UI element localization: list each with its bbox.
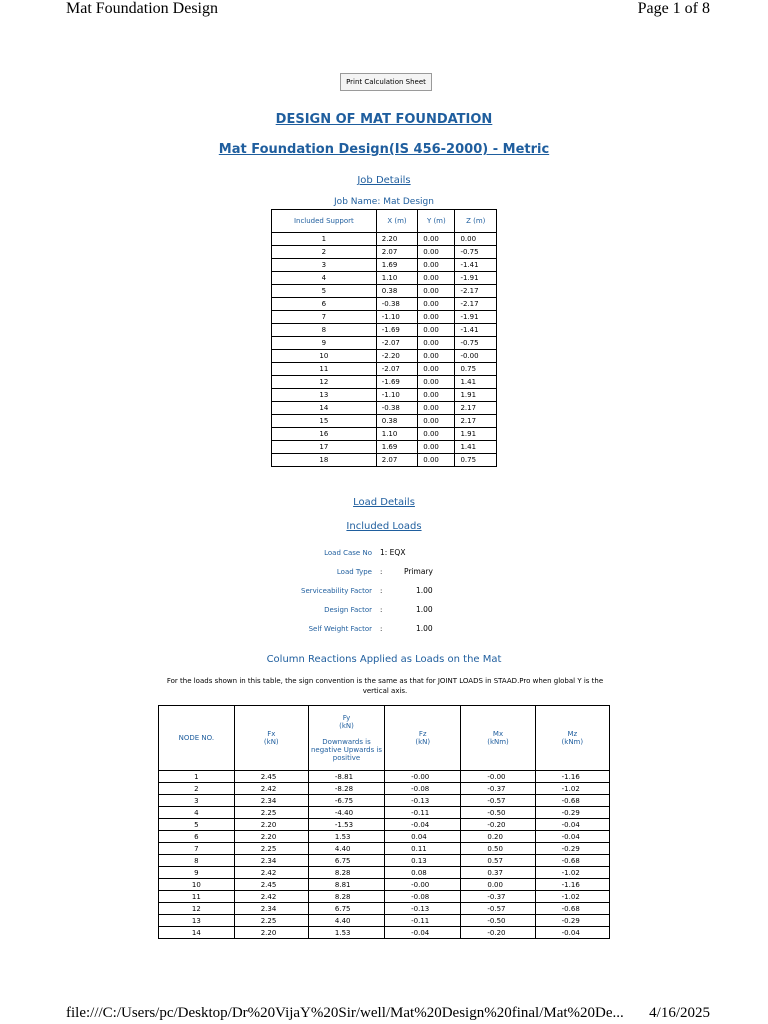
support-no-cell: 18 — [272, 454, 377, 467]
node-cell: 11 — [159, 891, 235, 903]
x-cell: -2.07 — [376, 337, 418, 350]
reactions-table-header — [159, 706, 610, 771]
fy-cell: 6.75 — [308, 903, 384, 915]
support-no-cell: 8 — [272, 324, 377, 337]
support-no-cell: 17 — [272, 441, 377, 454]
y-cell: 0.00 — [418, 389, 455, 402]
mz-cell: -1.02 — [535, 783, 609, 795]
reactions-row — [159, 843, 610, 855]
mx-cell: -0.00 — [461, 771, 535, 783]
node-cell: 8 — [159, 855, 235, 867]
mz-cell: -1.02 — [535, 867, 609, 879]
node-cell: 12 — [159, 903, 235, 915]
z-cell: -0.00 — [455, 350, 497, 363]
support-no-cell: 3 — [272, 259, 377, 272]
job-name: Job Name: Mat Design — [334, 197, 434, 207]
mx-cell: -0.37 — [461, 891, 535, 903]
mx-cell: -0.57 — [461, 903, 535, 915]
node-cell: 2 — [159, 783, 235, 795]
fx-cell: 2.45 — [234, 879, 308, 891]
load-type-colon: : — [380, 568, 383, 576]
supports-row — [272, 350, 497, 363]
supports-row — [272, 389, 497, 402]
fz-cell: 0.11 — [385, 843, 461, 855]
mx-cell: -0.20 — [461, 819, 535, 831]
reactions-heading: Column Reactions Applied as Loads on the Mat — [266, 654, 502, 665]
node-cell: 14 — [159, 927, 235, 939]
col-header-x: X (m) — [376, 210, 418, 233]
mx-cell: -0.50 — [461, 807, 535, 819]
support-no-cell: 6 — [272, 298, 377, 311]
supports-row — [272, 337, 497, 350]
supports-row — [272, 272, 497, 285]
load-case-value: 1: EQX — [380, 548, 406, 557]
print-date: 4/16/2025 — [649, 1005, 710, 1021]
y-cell: 0.00 — [418, 246, 455, 259]
x-cell: 2.07 — [376, 246, 418, 259]
design-factor-colon: : — [380, 606, 383, 614]
fz-cell: -0.08 — [385, 891, 461, 903]
x-cell: 1.10 — [376, 428, 418, 441]
mz-cell: -0.04 — [535, 927, 609, 939]
z-cell: 2.17 — [455, 415, 497, 428]
serviceability-colon: : — [380, 587, 383, 595]
supports-row — [272, 233, 497, 246]
load-type-value: Primary — [404, 567, 433, 576]
mx-cell: 0.50 — [461, 843, 535, 855]
document-subtitle: Mat Foundation Design(IS 456-2000) - Metric — [218, 142, 550, 157]
fy-cell: 1.53 — [308, 927, 384, 939]
supports-row — [272, 285, 497, 298]
z-cell: -2.17 — [455, 298, 497, 311]
support-no-cell: 4 — [272, 272, 377, 285]
supports-row — [272, 363, 497, 376]
col-header-y: Y (m) — [418, 210, 455, 233]
mz-cell: -0.04 — [535, 831, 609, 843]
mx-cell: 0.57 — [461, 855, 535, 867]
print-calculation-sheet-button[interactable]: Print Calculation Sheet — [340, 73, 432, 91]
y-cell: 0.00 — [418, 428, 455, 441]
col-header-node: NODE NO. — [159, 706, 235, 771]
supports-row — [272, 298, 497, 311]
support-no-cell: 2 — [272, 246, 377, 259]
z-cell: -0.75 — [455, 246, 497, 259]
y-cell: 0.00 — [418, 376, 455, 389]
support-no-cell: 12 — [272, 376, 377, 389]
mz-cell: -0.29 — [535, 915, 609, 927]
supports-row — [272, 259, 497, 272]
mx-cell: -0.20 — [461, 927, 535, 939]
y-cell: 0.00 — [418, 272, 455, 285]
design-factor-value: 1.00 — [416, 605, 433, 614]
x-cell: -0.38 — [376, 402, 418, 415]
mx-cell: -0.37 — [461, 783, 535, 795]
reactions-row — [159, 771, 610, 783]
col-header-z: Z (m) — [455, 210, 497, 233]
mz-cell: -0.68 — [535, 795, 609, 807]
fx-cell: 2.42 — [234, 867, 308, 879]
y-cell: 0.00 — [418, 415, 455, 428]
x-cell: 2.07 — [376, 454, 418, 467]
reactions-row — [159, 807, 610, 819]
node-cell: 9 — [159, 867, 235, 879]
fz-cell: -0.13 — [385, 795, 461, 807]
supports-row — [272, 324, 497, 337]
col-header-fy: Fy (kN) Downwards is negative Upwards is positive — [308, 706, 384, 771]
support-no-cell: 16 — [272, 428, 377, 441]
supports-row — [272, 454, 497, 467]
y-cell: 0.00 — [418, 454, 455, 467]
mz-cell: -1.16 — [535, 771, 609, 783]
x-cell: -1.69 — [376, 376, 418, 389]
reactions-row — [159, 795, 610, 807]
reactions-row — [159, 879, 610, 891]
z-cell: 1.91 — [455, 428, 497, 441]
reactions-row — [159, 915, 610, 927]
fz-cell: -0.13 — [385, 903, 461, 915]
fy-cell: 4.40 — [308, 915, 384, 927]
x-cell: 1.10 — [376, 272, 418, 285]
support-no-cell: 11 — [272, 363, 377, 376]
z-cell: -2.17 — [455, 285, 497, 298]
serviceability-factor-label: Serviceability Factor — [301, 587, 372, 595]
document-title: DESIGN OF MAT FOUNDATION — [275, 112, 493, 127]
mx-cell: 0.37 — [461, 867, 535, 879]
fy-cell: -6.75 — [308, 795, 384, 807]
node-cell: 7 — [159, 843, 235, 855]
reactions-row — [159, 819, 610, 831]
reactions-row — [159, 927, 610, 939]
fz-cell: -0.00 — [385, 771, 461, 783]
fx-cell: 2.20 — [234, 831, 308, 843]
node-cell: 3 — [159, 795, 235, 807]
x-cell: -1.10 — [376, 311, 418, 324]
support-no-cell: 13 — [272, 389, 377, 402]
x-cell: -2.07 — [376, 363, 418, 376]
fx-cell: 2.25 — [234, 807, 308, 819]
support-no-cell: 15 — [272, 415, 377, 428]
page-number: Page 1 of 8 — [637, 0, 710, 17]
reactions-row — [159, 855, 610, 867]
y-cell: 0.00 — [418, 233, 455, 246]
supports-table — [271, 209, 497, 467]
z-cell: 1.41 — [455, 376, 497, 389]
z-cell: 2.17 — [455, 402, 497, 415]
mz-cell: -0.29 — [535, 807, 609, 819]
fz-cell: -0.11 — [385, 915, 461, 927]
fy-cell: 6.75 — [308, 855, 384, 867]
fz-cell: -0.04 — [385, 927, 461, 939]
mz-cell: -1.16 — [535, 879, 609, 891]
x-cell: 1.69 — [376, 259, 418, 272]
z-cell: 0.00 — [455, 233, 497, 246]
supports-table-header — [272, 210, 497, 233]
included-loads-link[interactable]: Included Loads — [346, 521, 422, 532]
node-cell: 6 — [159, 831, 235, 843]
serviceability-factor-value: 1.00 — [416, 586, 433, 595]
load-type-label: Load Type — [336, 568, 372, 576]
y-cell: 0.00 — [418, 402, 455, 415]
node-cell: 13 — [159, 915, 235, 927]
y-cell: 0.00 — [418, 350, 455, 363]
fx-cell: 2.25 — [234, 915, 308, 927]
y-cell: 0.00 — [418, 311, 455, 324]
z-cell: -0.75 — [455, 337, 497, 350]
file-path: file:///C:/Users/pc/Desktop/Dr%20VijaY%20Sir/well/Mat%20Design%20final/Mat%20De... — [66, 1005, 624, 1021]
fy-cell: 8.81 — [308, 879, 384, 891]
supports-row — [272, 246, 497, 259]
mx-cell: -0.50 — [461, 915, 535, 927]
z-cell: 0.75 — [455, 363, 497, 376]
reactions-row — [159, 891, 610, 903]
load-details-link[interactable]: Load Details — [353, 497, 415, 508]
y-cell: 0.00 — [418, 298, 455, 311]
y-cell: 0.00 — [418, 441, 455, 454]
y-cell: 0.00 — [418, 324, 455, 337]
design-factor-label: Design Factor — [324, 606, 372, 614]
fx-cell: 2.20 — [234, 927, 308, 939]
x-cell: 0.38 — [376, 415, 418, 428]
support-no-cell: 1 — [272, 233, 377, 246]
fy-cell: -8.28 — [308, 783, 384, 795]
reactions-table — [158, 705, 610, 939]
node-cell: 10 — [159, 879, 235, 891]
x-cell: -0.38 — [376, 298, 418, 311]
fx-cell: 2.34 — [234, 795, 308, 807]
supports-row — [272, 311, 497, 324]
mx-cell: 0.00 — [461, 879, 535, 891]
y-cell: 0.00 — [418, 337, 455, 350]
fx-cell: 2.34 — [234, 903, 308, 915]
col-header-mz: Mz (kNm) — [535, 706, 609, 771]
node-cell: 5 — [159, 819, 235, 831]
fx-cell: 2.42 — [234, 891, 308, 903]
reactions-row — [159, 831, 610, 843]
fy-cell: 8.28 — [308, 867, 384, 879]
z-cell: -1.91 — [455, 272, 497, 285]
node-cell: 4 — [159, 807, 235, 819]
mz-cell: -0.29 — [535, 843, 609, 855]
z-cell: 0.75 — [455, 454, 497, 467]
mz-cell: -1.02 — [535, 891, 609, 903]
node-cell: 1 — [159, 771, 235, 783]
fz-cell: -0.08 — [385, 783, 461, 795]
fz-cell: 0.04 — [385, 831, 461, 843]
col-header-fx: Fx (kN) — [234, 706, 308, 771]
mz-cell: -0.04 — [535, 819, 609, 831]
fx-cell: 2.34 — [234, 855, 308, 867]
fx-cell: 2.25 — [234, 843, 308, 855]
fz-cell: -0.00 — [385, 879, 461, 891]
support-no-cell: 10 — [272, 350, 377, 363]
support-no-cell: 9 — [272, 337, 377, 350]
mx-cell: 0.20 — [461, 831, 535, 843]
fy-cell: 1.53 — [308, 831, 384, 843]
support-no-cell: 14 — [272, 402, 377, 415]
mz-cell: -0.68 — [535, 903, 609, 915]
supports-row — [272, 376, 497, 389]
mx-cell: -0.57 — [461, 795, 535, 807]
col-header-mx: Mx (kNm) — [461, 706, 535, 771]
col-header-support: Included Support — [272, 210, 377, 233]
fy-cell: 8.28 — [308, 891, 384, 903]
self-weight-factor-value: 1.00 — [416, 624, 433, 633]
col-header-fz: Fz (kN) — [385, 706, 461, 771]
fz-cell: 0.13 — [385, 855, 461, 867]
y-cell: 0.00 — [418, 363, 455, 376]
support-no-cell: 5 — [272, 285, 377, 298]
z-cell: -1.41 — [455, 324, 497, 337]
supports-row — [272, 402, 497, 415]
z-cell: -1.91 — [455, 311, 497, 324]
z-cell: 1.91 — [455, 389, 497, 402]
supports-row — [272, 415, 497, 428]
fy-cell: 4.40 — [308, 843, 384, 855]
sign-convention-note: For the loads shown in this table, the sign convention is the same as that for JOINT LOADS in STAAD.Pro when global Y is the vertical axis. — [166, 677, 604, 695]
reactions-row — [159, 783, 610, 795]
support-no-cell: 7 — [272, 311, 377, 324]
fy-cell: -8.81 — [308, 771, 384, 783]
self-weight-factor-label: Self Weight Factor — [308, 625, 372, 633]
z-cell: -1.41 — [455, 259, 497, 272]
reactions-row — [159, 903, 610, 915]
reactions-row — [159, 867, 610, 879]
fz-cell: 0.08 — [385, 867, 461, 879]
fy-cell: -4.40 — [308, 807, 384, 819]
supports-row — [272, 441, 497, 454]
page-header-title: Mat Foundation Design — [66, 0, 218, 17]
y-cell: 0.00 — [418, 259, 455, 272]
fx-cell: 2.42 — [234, 783, 308, 795]
fx-cell: 2.20 — [234, 819, 308, 831]
supports-row — [272, 428, 497, 441]
self-weight-colon: : — [380, 625, 383, 633]
fz-cell: -0.11 — [385, 807, 461, 819]
x-cell: 2.20 — [376, 233, 418, 246]
x-cell: -1.10 — [376, 389, 418, 402]
fx-cell: 2.45 — [234, 771, 308, 783]
mz-cell: -0.68 — [535, 855, 609, 867]
x-cell: -2.20 — [376, 350, 418, 363]
x-cell: -1.69 — [376, 324, 418, 337]
load-case-label: Load Case No — [324, 549, 372, 557]
fy-cell: -1.53 — [308, 819, 384, 831]
x-cell: 0.38 — [376, 285, 418, 298]
y-cell: 0.00 — [418, 285, 455, 298]
x-cell: 1.69 — [376, 441, 418, 454]
z-cell: 1.41 — [455, 441, 497, 454]
job-details-link[interactable]: Job Details — [357, 175, 411, 186]
fz-cell: -0.04 — [385, 819, 461, 831]
